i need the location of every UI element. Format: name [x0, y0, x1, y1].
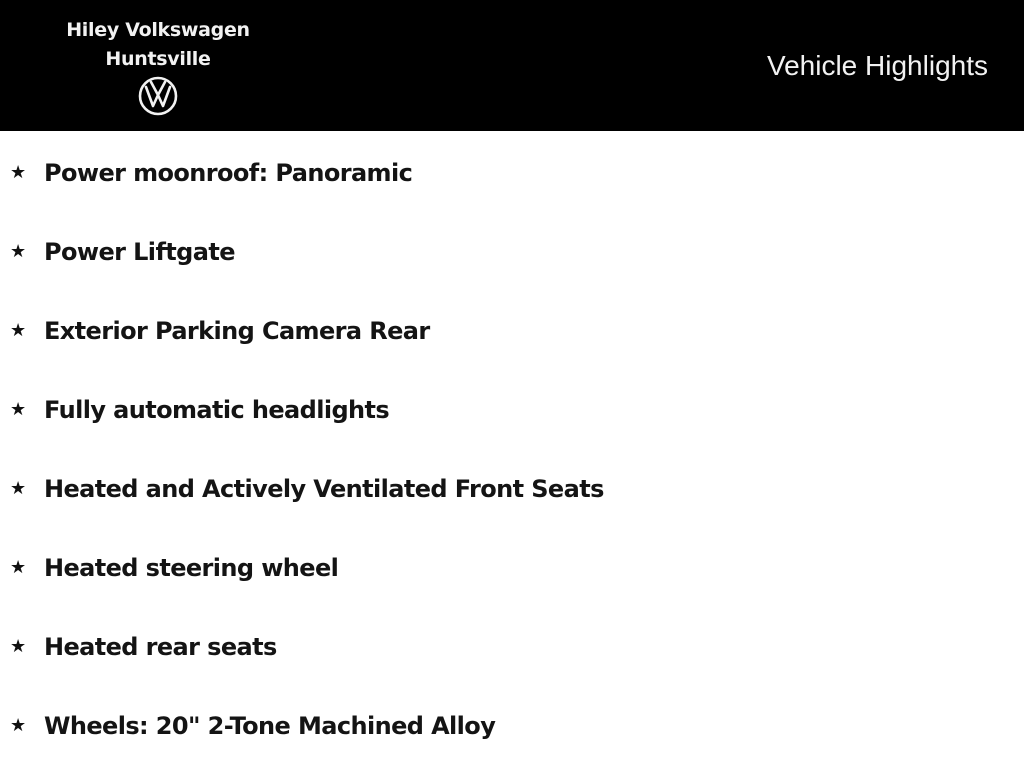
header-banner	[0, 0, 1024, 131]
dealer-name-line1: Hiley Volkswagen	[66, 19, 250, 41]
star-icon: ★	[10, 320, 27, 341]
highlight-label: Fully automatic headlights	[44, 396, 390, 424]
highlight-label: Heated steering wheel	[44, 554, 339, 582]
volkswagen-logo-icon	[138, 76, 178, 116]
highlight-label: Exterior Parking Camera Rear	[44, 317, 430, 345]
highlight-label: Heated rear seats	[44, 633, 277, 661]
page-title: Vehicle Highlights	[766, 50, 988, 81]
star-icon: ★	[10, 478, 27, 499]
highlight-label: Power moonroof: Panoramic	[44, 159, 413, 187]
dealer-name	[58, 16, 258, 74]
star-icon: ★	[10, 715, 27, 736]
dealer-name-line2: Huntsville	[105, 48, 211, 70]
highlight-label: Heated and Actively Ventilated Front Seats	[44, 475, 604, 503]
highlight-label: Wheels: 20" 2-Tone Machined Alloy	[44, 712, 496, 740]
star-icon: ★	[10, 162, 27, 183]
star-icon: ★	[10, 557, 27, 578]
highlight-label: Power Liftgate	[44, 238, 235, 266]
star-icon: ★	[10, 399, 27, 420]
star-icon: ★	[10, 241, 27, 262]
star-icon: ★	[10, 636, 27, 657]
